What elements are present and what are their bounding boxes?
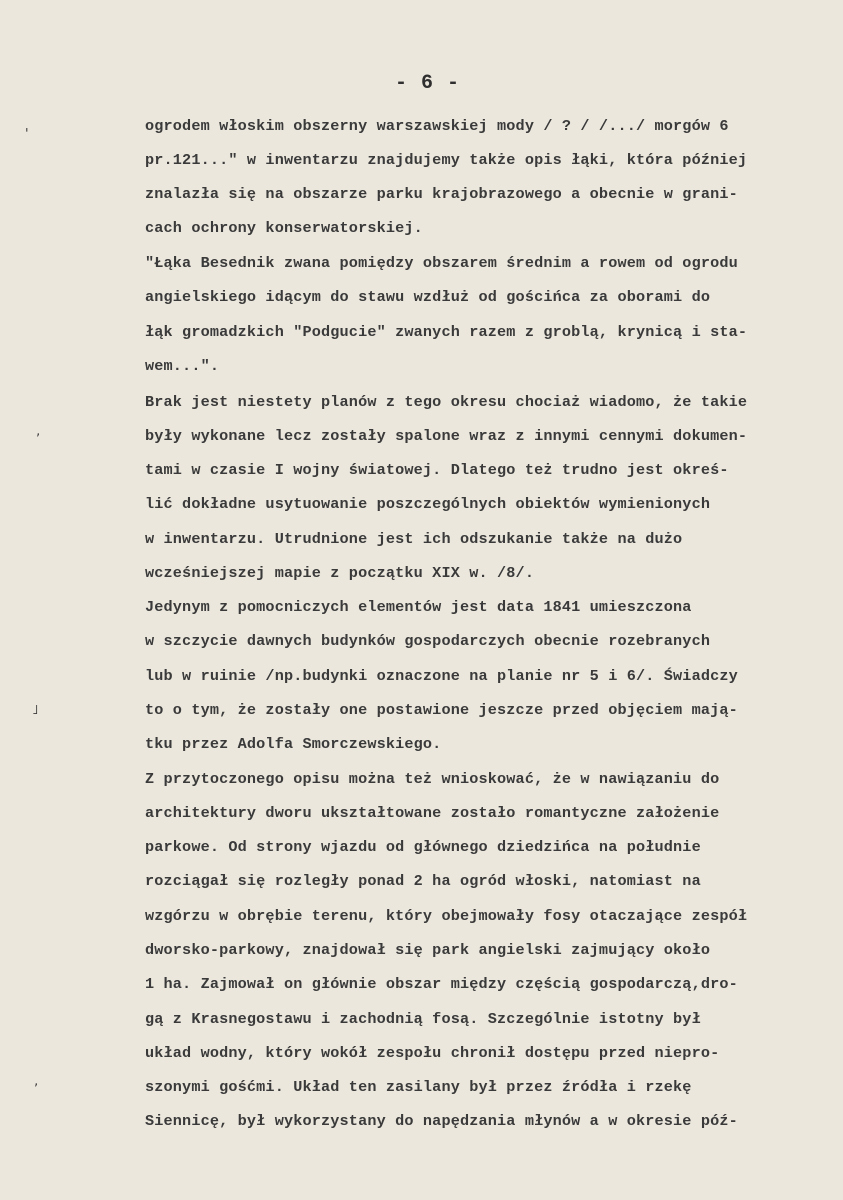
text-line: ogrodem włoskim obszerny warszawskiej mody / ? / /.../ morgów 6 xyxy=(145,117,729,135)
text-line: znalazła się na obszarze parku krajobrazowego a obecnie w grani- xyxy=(145,185,738,203)
text-line: "Łąka Besednik zwana pomiędzy obszarem średnim a rowem od ogrodu xyxy=(145,254,738,272)
text-line: parkowe. Od strony wjazdu od głównego dziedzińca na południe xyxy=(145,838,701,856)
margin-mark: ' xyxy=(25,127,29,142)
text-line: łąk gromadzkich "Podgucie" zwanych razem z groblą, krynicą i sta- xyxy=(145,323,748,341)
page-number: - 6 - xyxy=(395,72,461,95)
text-line: 1 ha. Zajmował on głównie obszar między częścią gospodarczą,dro- xyxy=(145,975,738,993)
text-line: rozciągał się rozległy ponad 2 ha ogród włoski, natomiast na xyxy=(145,872,701,890)
text-line: tami w czasie I wojny światowej. Dlatego też trudno jest okreś- xyxy=(145,461,729,479)
margin-mark: ʼ xyxy=(34,1082,39,1097)
margin-mark: ˩ xyxy=(32,703,39,718)
text-line: lub w ruinie /np.budynki oznaczone na planie nr 5 i 6/. Świadczy xyxy=(145,667,738,685)
text-line: wem...". xyxy=(145,357,220,375)
text-line: Brak jest niestety planów z tego okresu chociaż wiadomo, że takie xyxy=(145,393,748,411)
text-line: architektury dworu ukształtowane zostało romantyczne założenie xyxy=(145,804,720,822)
text-line: wcześniejszej mapie z początku XIX w. /8/. xyxy=(145,564,535,582)
text-line: angielskiego idącym do stawu wzdłuż od gościńca za oborami do xyxy=(145,288,711,306)
text-line: Z przytoczonego opisu można też wnioskować, że w nawiązaniu do xyxy=(145,770,720,788)
text-line: w szczycie dawnych budynków gospodarczych obecnie rozebranych xyxy=(145,632,711,650)
text-line: dworsko-parkowy, znajdował się park angielski zajmujący około xyxy=(145,941,711,959)
text-line: były wykonane lecz zostały spalone wraz z innymi cennymi dokumen- xyxy=(145,427,748,445)
text-line: cach ochrony konserwatorskiej. xyxy=(145,219,423,237)
text-line: Siennicę, był wykorzystany do napędzania młynów a w okresie póź- xyxy=(145,1112,738,1130)
margin-mark: ʼ xyxy=(36,432,41,447)
text-line: lić dokładne usytuowanie poszczególnych obiektów wymienionych xyxy=(145,495,711,513)
text-line: szonymi gośćmi. Układ ten zasilany był przez źródła i rzekę xyxy=(145,1078,692,1096)
text-line: układ wodny, który wokół zespołu chronił dostępu przed niepro- xyxy=(145,1044,720,1062)
text-line: pr.121..." w inwentarzu znajdujemy także opis łąki, która później xyxy=(145,151,748,169)
text-line: wzgórzu w obrębie terenu, który obejmowały fosy otaczające zespół xyxy=(145,907,748,925)
text-line: gą z Krasnegostawu i zachodnią fosą. Szczególnie istotny był xyxy=(145,1010,701,1028)
text-line: tku przez Adolfa Smorczewskiego. xyxy=(145,735,442,753)
text-line: w inwentarzu. Utrudnione jest ich odszukanie także na dużo xyxy=(145,530,683,548)
text-line: to o tym, że zostały one postawione jeszcze przed objęciem mają- xyxy=(145,701,738,719)
text-line: Jedynym z pomocniczych elementów jest data 1841 umieszczona xyxy=(145,598,692,616)
